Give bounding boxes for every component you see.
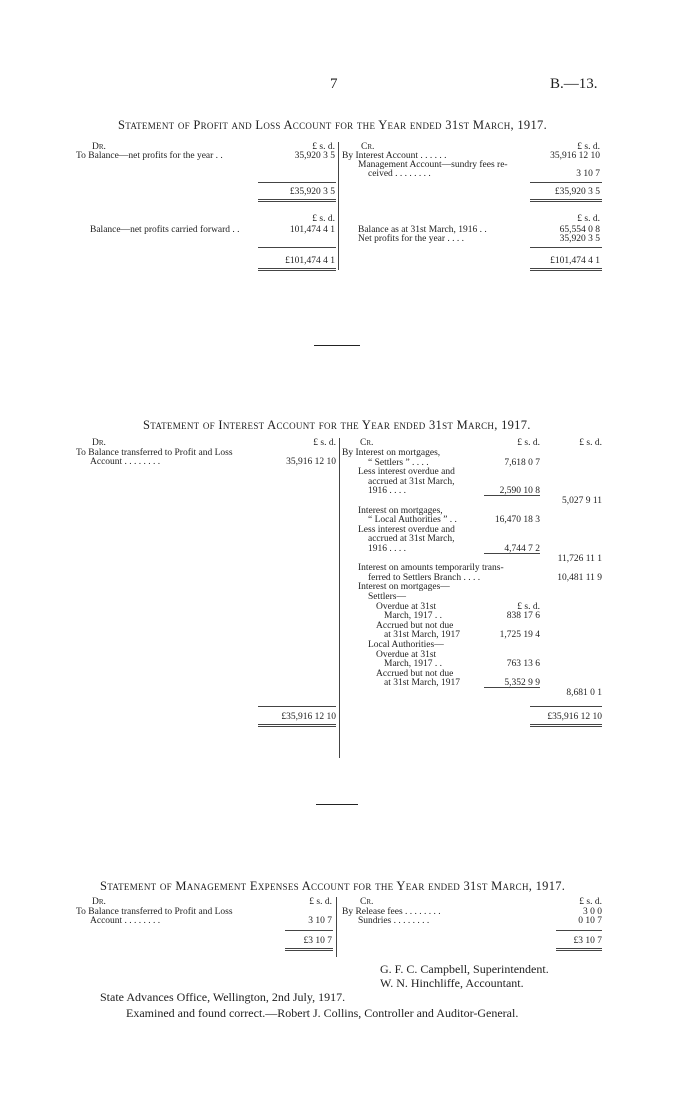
pl-b-cr-line2: Net profits for the year . . . .	[358, 234, 465, 244]
signature-superintendent: G. F. C. Campbell, Superintendent.	[380, 962, 549, 976]
pl-dr-subtotal-rule	[258, 182, 336, 183]
int-cr-line-text: Local Authorities—	[368, 640, 444, 650]
int-cr-line-text: at 31st March, 1917	[384, 630, 460, 641]
pl-b-dr-amount: 101,474 4 1	[289, 225, 335, 235]
int-cr-subtotal-rule	[530, 706, 602, 707]
mgmt-center-divider	[336, 897, 337, 957]
int-dr-line1: To Balance transferred to Profit and Loss	[76, 448, 233, 458]
pl-b-cr-amount1: 65,554 0 8	[559, 225, 600, 235]
int-cr-line-inner-amount: 16,470 18 3	[494, 515, 540, 526]
int-cr-line-inner-amount: 763 13 6	[506, 659, 540, 670]
auditor-certification: Examined and found correct.—Robert J. Collins, Controller and Auditor-General.	[126, 1006, 519, 1020]
int-dr-total: £35,916 12 10	[281, 712, 336, 722]
pl-dr-lsd-header: £ s. d.	[312, 142, 335, 152]
int-cr-line-text: Interest on mortgages—	[358, 582, 450, 593]
int-dr-label: Dr.	[92, 438, 106, 448]
int-cr-line-text: Less interest overdue and	[358, 467, 455, 478]
mgmt-cr-line2: Sundries . . . . . . . .	[358, 916, 430, 926]
pl-cr-label: Cr.	[361, 142, 375, 152]
pl-b-cr-amount2: 35,920 3 5	[559, 234, 600, 244]
mgmt-cr-amount2: 0 10 7	[578, 916, 602, 926]
int-cr-line-inner-amount: 838 17 6	[506, 611, 540, 622]
int-cr-line-text: Interest on amounts temporarily trans-	[358, 563, 504, 574]
int-cr-line-inner-amount: 2,590 10 8	[499, 486, 540, 497]
mgmt-dr-label: Dr.	[92, 897, 106, 907]
int-cr-line-text: By Interest on mortgages,	[342, 448, 441, 458]
int-dr-line2: Account . . . . . . . .	[90, 457, 161, 467]
pl-cr-amount1: 35,916 12 10	[550, 151, 600, 161]
int-cr-line-text: “ Local Authorities ” . .	[368, 515, 457, 526]
pl-dr-label: Dr.	[92, 142, 106, 152]
int-cr-lsd-header-b: £ s. d.	[579, 438, 602, 448]
int-cr-subtotal-dash	[484, 495, 540, 496]
pl-cr-line3: ceived . . . . . . . .	[368, 169, 431, 179]
pl-cr-total-rule	[530, 199, 602, 202]
int-cr-lsd-header-a: £ s. d.	[517, 438, 540, 448]
int-cr-total-rule	[530, 724, 602, 727]
pl-b-dr-total: £101,474 4 1	[285, 256, 335, 266]
pl-b-cr-line1: Balance as at 31st March, 1916 . .	[358, 225, 487, 235]
pl-b-dr-line: Balance—net profits carried forward . .	[90, 225, 240, 235]
int-cr-line-inner-amount: 5,352 9 9	[504, 678, 540, 689]
mgmt-cr-line1: By Release fees . . . . . . . .	[342, 907, 441, 917]
int-cr-total: £35,916 12 10	[547, 712, 602, 722]
mgmt-cr-label: Cr.	[360, 897, 374, 907]
int-cr-subtotal-dash	[484, 553, 540, 554]
mgmt-dr-line2: Account . . . . . . . .	[90, 916, 161, 926]
mgmt-cr-total-rule	[556, 948, 602, 951]
int-cr-line-text: Settlers—	[368, 592, 406, 602]
int-cr-line-text: ferred to Settlers Branch . . . .	[368, 572, 481, 583]
pl-dr-total: £35,920 3 5	[289, 187, 335, 197]
pl-cr-line1: By Interest Account . . . . . .	[342, 151, 447, 161]
int-cr-subtotal-dash	[484, 687, 540, 688]
int-cr-line-text: Accrued but not due	[376, 668, 454, 679]
pl-dr-total-rule	[258, 199, 336, 202]
signature-accountant: W. N. Hinchliffe, Accountant.	[380, 976, 524, 990]
int-center-divider	[339, 438, 340, 758]
pl-cr-subtotal-rule	[530, 182, 602, 183]
int-cr-line-text: Overdue at 31st	[376, 649, 437, 660]
pl-b-cr-lsd-header: £ s. d.	[577, 214, 600, 224]
int-cr-line-text: Accrued but not due	[376, 620, 454, 631]
mgmt-cr-rule	[556, 930, 602, 931]
int-cr-line-outer-amount: 10,481 11 9	[557, 572, 602, 583]
int-cr-line-inner-amount: £ s. d.	[517, 601, 540, 612]
mgmt-dr-rule	[285, 930, 333, 931]
int-cr-line-text: 1916 . . . .	[368, 544, 406, 554]
int-cr-line-text: 1916 . . . .	[368, 486, 406, 497]
pl-b-dr-total-rule	[258, 268, 336, 271]
int-dr-lsd-header: £ s. d.	[313, 438, 336, 448]
int-cr-line-text: March, 1917 . .	[384, 659, 443, 670]
int-dr-total-rule	[258, 724, 336, 727]
int-cr-line-outer-amount: 11,726 11 1	[557, 553, 602, 564]
mgmt-dr-total: £3 10 7	[303, 936, 332, 946]
pl-center-divider	[338, 142, 339, 270]
int-cr-line-inner-amount: 4,744 7 2	[504, 544, 540, 554]
int-cr-line-outer-amount: 5,027 9 11	[561, 496, 602, 506]
interest-title: Statement of Interest Account for the Year ended 31st March, 1917.	[143, 418, 531, 432]
mgmt-dr-line1: To Balance transferred to Profit and Loss	[76, 907, 233, 917]
pl-b-cr-total-rule	[530, 268, 602, 271]
int-cr-line-text: accrued at 31st March,	[368, 534, 455, 545]
pl-b-cr-rule	[530, 247, 602, 248]
int-dr-subtotal-rule	[258, 706, 336, 707]
mgmt-cr-total: £3 10 7	[573, 936, 602, 946]
pl-b-dr-lsd-header: £ s. d.	[312, 214, 335, 224]
pl-dr-line: To Balance—net profits for the year . .	[76, 151, 223, 161]
pl-cr-line2: Management Account—sundry fees re-	[358, 160, 508, 170]
mgmt-dr-amount: 3 10 7	[308, 916, 332, 926]
mgmt-cr-lsd-header: £ s. d.	[579, 897, 602, 907]
pl-cr-amount3: 3 10 7	[576, 169, 600, 179]
int-cr-line-text: Overdue at 31st	[376, 601, 437, 612]
mgmt-dr-lsd-header: £ s. d.	[309, 897, 332, 907]
int-cr-line-inner-amount: 7,618 0 7	[504, 457, 540, 468]
pl-dr-amount: 35,920 3 5	[294, 151, 335, 161]
section-separator-1	[314, 345, 360, 346]
int-cr-line-text: “ Settlers ” . . . .	[368, 457, 429, 468]
pl-cr-total: £35,920 3 5	[554, 187, 600, 197]
mgmt-cr-amount1: 3 0 0	[583, 907, 602, 917]
int-cr-line-text: accrued at 31st March,	[368, 476, 455, 487]
int-cr-line-text: March, 1917 . .	[384, 611, 443, 622]
document-reference: B.—13.	[550, 76, 598, 92]
int-cr-line-text: at 31st March, 1917	[384, 678, 460, 689]
pl-cr-lsd-header: £ s. d.	[577, 142, 600, 152]
pl-b-cr-total: £101,474 4 1	[550, 256, 600, 266]
office-date-line: State Advances Office, Wellington, 2nd July, 1917.	[100, 990, 346, 1004]
page-number: 7	[330, 76, 338, 92]
int-cr-line-text: Less interest overdue and	[358, 524, 455, 535]
int-cr-line-text: Interest on mortgages,	[358, 505, 443, 516]
int-cr-line-outer-amount: 8,681 0 1	[566, 688, 602, 698]
section-separator-2	[316, 804, 358, 805]
management-title: Statement of Management Expenses Account for the Year ended 31st March, 1917.	[100, 879, 566, 893]
int-cr-line-inner-amount: 1,725 19 4	[499, 630, 540, 641]
int-cr-label: Cr.	[360, 438, 374, 448]
mgmt-dr-total-rule	[285, 948, 333, 951]
int-dr-amount: 35,916 12 10	[286, 457, 336, 467]
pl-b-dr-rule	[258, 247, 336, 248]
profit-loss-title: Statement of Profit and Loss Account for the Year ended 31st March, 1917.	[118, 118, 547, 132]
